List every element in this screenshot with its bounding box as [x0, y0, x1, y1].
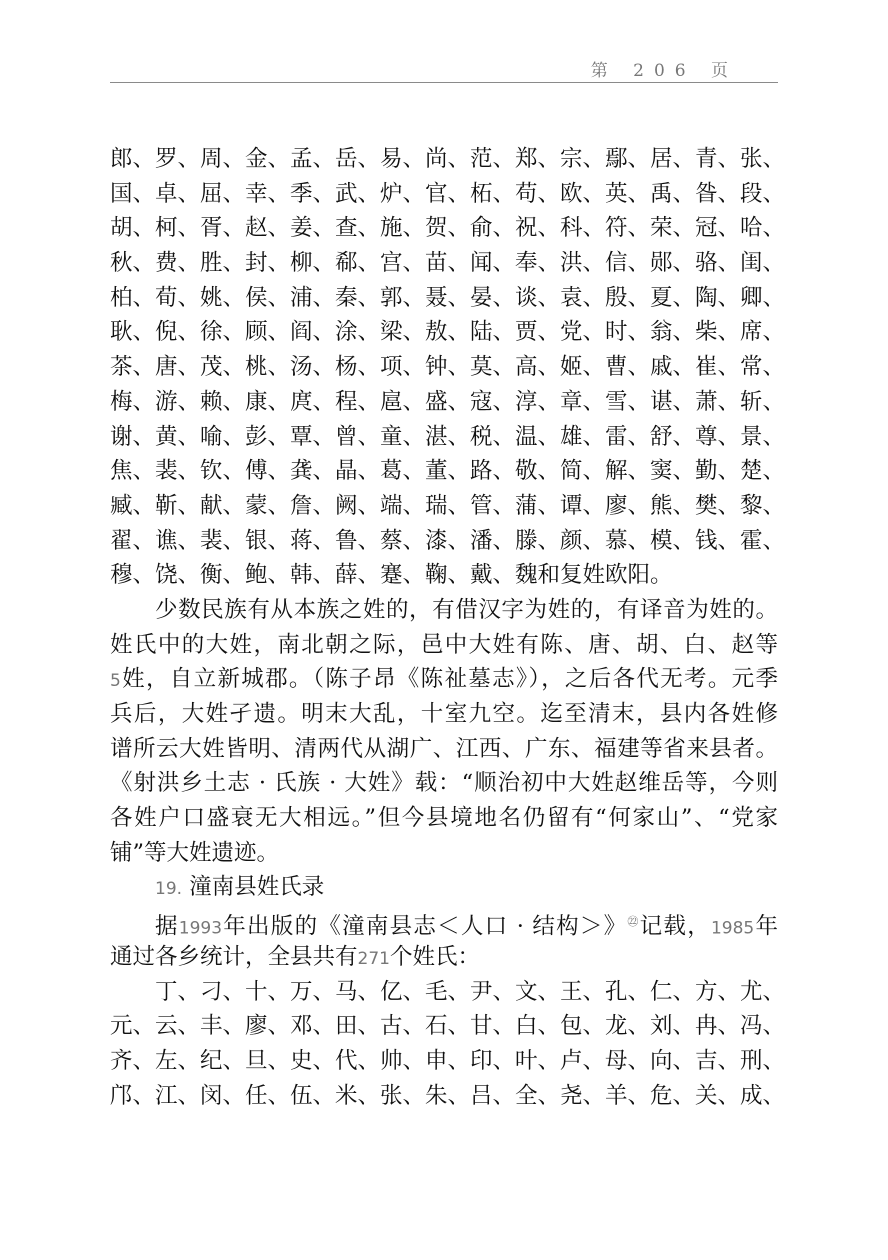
footnote-marker: ㉒ — [627, 915, 640, 929]
paragraph-text: 记载， — [639, 913, 711, 940]
surname-line: 臧、靳、献、蒙、詹、阙、端、瑞、管、蒲、谭、廖、熊、樊、黎、 — [110, 492, 786, 519]
paragraph-text: 个姓氏： — [389, 943, 480, 970]
paragraph-line: 少数民族有从本族之姓的，有借汉字为姓的，有译音为姓的。 — [155, 596, 778, 623]
paragraph-line — [110, 940, 778, 975]
page-header — [110, 56, 778, 83]
paragraph-line: 姓氏中的大姓，南北朝之际，邑中大姓有陈、唐、胡、白、赵等 — [110, 631, 778, 658]
paragraph-line — [110, 905, 778, 940]
section-heading — [110, 870, 778, 905]
paragraph-text: 通过各乡统计，全县共有 — [110, 943, 358, 970]
surname-line: 齐、左、纪、旦、史、代、帅、申、印、叶、卢、母、向、吉、刑、 — [110, 1047, 786, 1074]
section-number: 19. — [155, 879, 183, 900]
paragraph-line: 谱所云大姓皆明、清两代从湖广、江西、广东、福建等省来县者。 — [110, 735, 778, 762]
year-text: 1993 — [178, 918, 223, 939]
surname-line: 梅、游、赖、康、庹、程、扈、盛、寇、淳、章、雪、谌、萧、斩、 — [110, 388, 786, 415]
paragraph-text: 姓，自立新城郡。（陈子昂《陈祉墓志》），之后各代无考。元季 — [120, 666, 778, 693]
count-text: 271 — [357, 948, 390, 969]
surname-line: 焦、裴、钦、傅、龚、晶、葛、董、路、敬、简、解、窦、勤、楚、 — [110, 458, 786, 485]
surname-line: 穆、饶、衡、鲍、韩、薛、蹇、鞠、戴、魏和复姓欧阳。 — [110, 562, 673, 589]
surname-line: 邝、江、闵、任、伍、米、张、朱、吕、全、尧、羊、危、关、成、 — [110, 1082, 786, 1109]
paragraph-line — [110, 662, 778, 697]
paragraph-line: 铺”等大姓遗迹。 — [110, 839, 280, 866]
paragraph-text: 据 — [155, 913, 179, 940]
surname-line: 耿、倪、徐、顾、阎、涂、梁、敖、陆、贾、党、时、翁、柴、席、 — [110, 319, 786, 346]
paragraph-text: 年出版的《潼南县志＜人口 · 结构＞》 — [222, 913, 628, 940]
surname-line: 翟、谯、裴、银、蒋、鲁、蔡、漆、潘、滕、颜、慕、模、钱、霍、 — [110, 527, 786, 554]
surname-line: 柏、荀、姚、侯、浦、秦、郭、聂、晏、谈、袁、殷、夏、陶、卿、 — [110, 284, 786, 311]
paragraph-line: 各姓户口盛衰无大相远。”但今县境地名仍留有“何家山”、“党家 — [110, 805, 778, 832]
paragraph-text: 年 — [754, 913, 778, 940]
surname-line: 秋、费、胜、封、柳、郗、宫、苗、闻、奉、洪、信、郧、骆、闺、 — [110, 250, 786, 277]
surname-line: 国、卓、屈、幸、季、武、炉、官、柘、苟、欧、英、禹、昝、段、 — [110, 180, 786, 207]
surname-line: 元、云、丰、廖、邓、田、古、石、甘、白、包、龙、刘、冉、冯、 — [110, 1013, 786, 1040]
surname-line: 郎、罗、周、金、孟、岳、易、尚、范、郑、宗、鄢、居、青、张、 — [110, 146, 786, 172]
number-text: 5 — [110, 671, 121, 692]
surname-line: 茶、唐、茂、桃、汤、杨、项、钟、莫、高、姬、曹、戚、崔、常、 — [110, 354, 786, 381]
section-title: 潼南县姓氏录 — [189, 874, 325, 901]
surname-line: 谢、黄、喻、彭、覃、曾、童、湛、税、温、雄、雷、舒、尊、景、 — [110, 423, 786, 450]
surname-line: 丁、刁、十、万、马、亿、毛、尹、文、王、孔、仁、方、尤、 — [155, 978, 786, 1005]
surname-line: 胡、柯、胥、赵、姜、查、施、贺、俞、祝、科、符、荣、冠、哈、 — [110, 215, 786, 242]
paragraph-line: 兵后，大姓孑遗。明末大乱，十室九空。迄至清末，县内各姓修 — [110, 701, 778, 727]
page-body — [110, 142, 786, 1113]
page-number: 第 206 页 — [590, 61, 738, 81]
paragraph-line: 《射洪乡土志 · 氏族 · 大姓》载：“顺治初中大姓赵维岳等，今则 — [110, 770, 778, 797]
year-text: 1985 — [710, 918, 755, 939]
